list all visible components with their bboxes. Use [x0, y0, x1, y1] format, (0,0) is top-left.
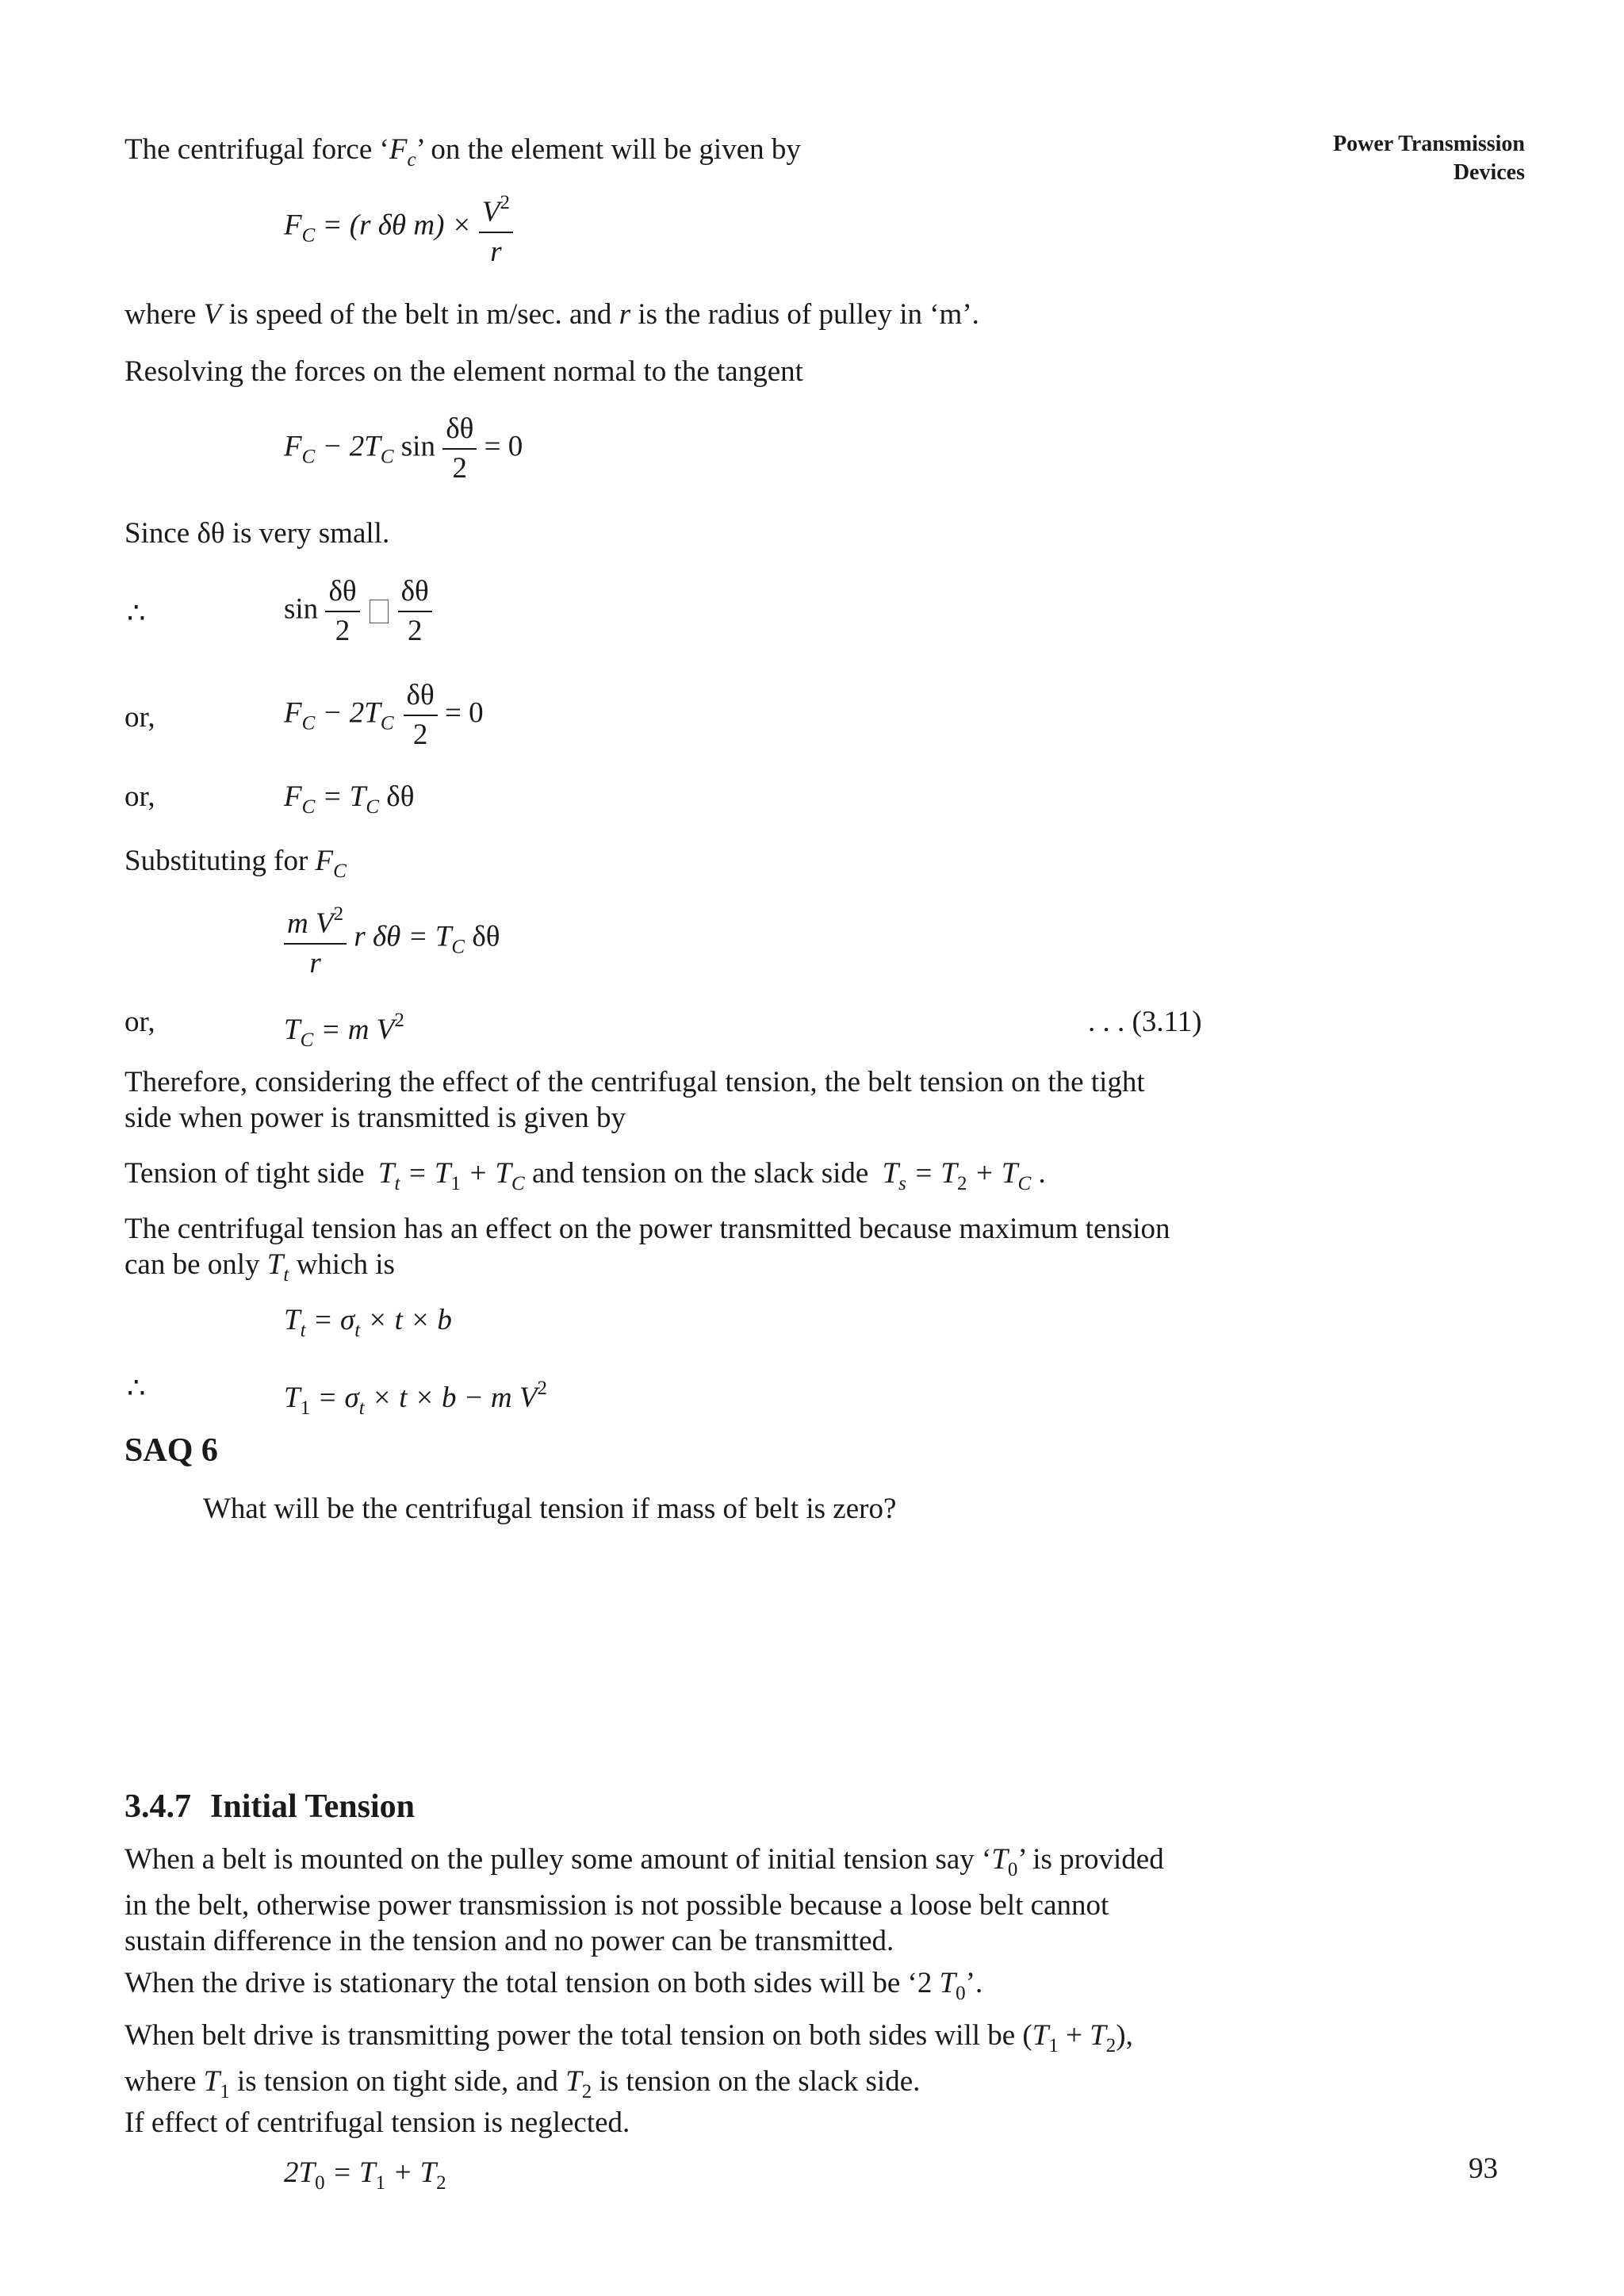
fraction: $\frac{V^2}{r}$ — [479, 187, 513, 268]
equation-resolving: $F_C - 2T_C$ sin $\frac{\delta\theta}{2}$ = 0 — [284, 412, 523, 485]
header-line-2: Devices — [1453, 160, 1525, 185]
or-label: or, — [124, 780, 155, 813]
paragraph-therefore-considering: Therefore, considering the effect of the centrifugal tension, the belt tension on the tight side when power is transmitted is given by — [124, 1066, 1145, 1134]
header-line-1: Power Transmission — [1333, 132, 1525, 156]
equation-t1: $T_1 = \sigma_t \times t \times b - m$ $V^2$ — [284, 1378, 548, 1419]
approx-symbol — [370, 600, 389, 623]
paragraph-neglected: If effect of centrifugal tension is neglected. — [124, 2106, 630, 2139]
running-header — [1333, 130, 1525, 187]
paragraph-substituting: Substituting for $F_C$ — [124, 845, 347, 882]
equation-tt: $T_t = \sigma_t \times t \times b$ — [284, 1304, 452, 1341]
paragraph-transmitting: When belt drive is transmitting power the total tension on both sides will be $(T_1 + T_2)$, where $T_1$ is tension on tight side, and $T_2$ is tension on the slack side. — [124, 2019, 1133, 2102]
equation-centrifugal-force: $F_C = (r$ δθ m) × $\frac{V^2}{r}$ — [284, 187, 513, 268]
or-label: or, — [124, 1006, 155, 1038]
saq-question: What will be the centrifugal tension if mass of belt is zero? — [203, 1493, 897, 1525]
paragraph-since-small: Since δθ is very small. — [124, 517, 390, 550]
paragraph-centrifugal-force: The centrifugal force ‘$F_c$’ on the element will be given by — [124, 133, 801, 171]
equation-simplified: $F_C - 2T_C$ $\frac{\delta\theta}{2}$ = 0 — [284, 679, 484, 751]
saq-title: SAQ 6 — [124, 1432, 218, 1469]
equation-2t0: $2T_0 = T_1 + T_2$ — [284, 2156, 446, 2194]
equation-fc-tc: $F_C = T_C$ δθ — [284, 780, 415, 818]
therefore-symbol: ∴ — [127, 597, 146, 630]
paragraph-initial-tension: When a belt is mounted on the pulley some amount of initial tension say ‘$T_0$’ is provided in the belt, otherwise power transmission is not possible because a loose belt cannot sustain difference in the tension and no power can be transmitted. — [124, 1843, 1164, 1957]
therefore-symbol: ∴ — [127, 1372, 146, 1405]
paragraph-max-tension: The centrifugal tension has an effect on the power transmitted because maximum tension can be only $T_t$ which is — [124, 1213, 1170, 1286]
fraction: $\frac{\delta\theta}{2}$ — [325, 576, 359, 647]
fraction: $\frac{\delta\theta}{2}$ — [442, 413, 477, 485]
equation-substituted: $\frac{m V^2}{r}$ r $\delta\theta = T_C$ δθ — [284, 899, 500, 979]
paragraph-stationary: When the drive is stationary the total tension on both sides will be ‘2 $T_0$’. — [124, 1967, 983, 2004]
or-label: or, — [124, 701, 155, 734]
paragraph-tension-sides: Tension of tight side $T_t = T_1 + T_C$ and tension on the slack side $T_s = T_2 + T_C$ . — [124, 1157, 1046, 1194]
equation-number: . . . (3.11) — [1088, 1006, 1202, 1038]
fraction: $\frac{\delta\theta}{2}$ — [404, 680, 438, 751]
section-heading: 3.4.7 Initial Tension — [124, 1788, 415, 1825]
paragraph-resolving: Resolving the forces on the element normal to the tangent — [124, 355, 803, 388]
fraction: $\frac{\delta\theta}{2}$ — [398, 576, 432, 647]
equation-small-angle: sin $\frac{\delta\theta}{2}$ $\frac{\delta\theta}{2}$ — [284, 576, 432, 647]
page-number: 93 — [1469, 2152, 1498, 2185]
fraction: $\frac{m V^2}{r}$ — [284, 899, 347, 979]
equation-3-11: $T_C = m$ $V^2$ — [284, 1010, 404, 1051]
paragraph-where-v: where V is speed of the belt in m/sec. and r is the radius of pulley in ‘m’. — [124, 298, 979, 331]
